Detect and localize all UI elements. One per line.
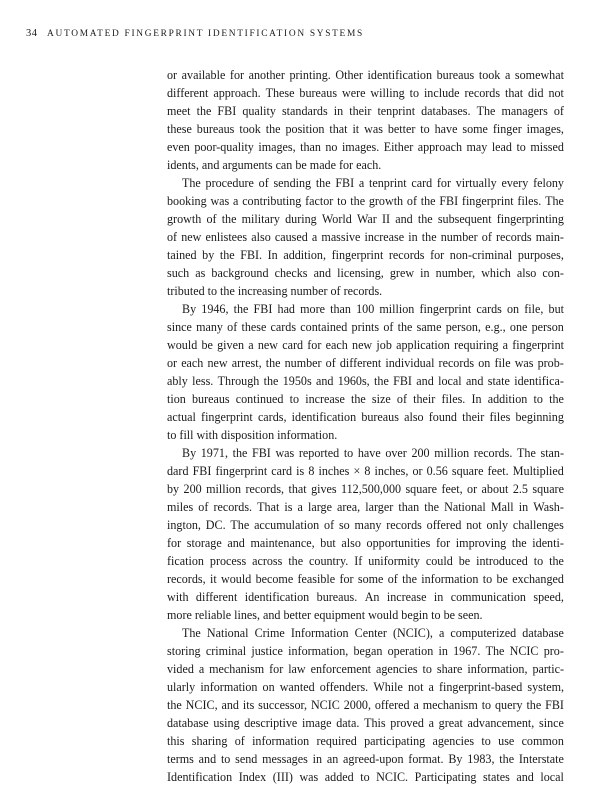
- text-line: dard FBI fingerprint card is 8 inches × 8 inches, or 0.56 square feet. Multiplied: [167, 464, 564, 478]
- text-line: of new enlistees also caused a massive increase in the number of records main-: [167, 230, 564, 244]
- text-line: The National Crime Information Center (NCIC), a computerized database: [182, 626, 564, 640]
- running-title: AUTOMATED FINGERPRINT IDENTIFICATION SYSTEMS: [47, 29, 364, 39]
- text-line: to fill with disposition information.: [167, 428, 338, 442]
- text-line: miles of records. That is a large area, larger than the National Mall in Wash-: [167, 500, 564, 514]
- text-line: fication process across the country. If uniformity could be introduced to the: [167, 554, 564, 568]
- running-head: [26, 28, 364, 39]
- text-line: even poor-quality images, than no images. Either approach may lead to missed: [167, 140, 564, 154]
- text-line: The procedure of sending the FBI a tenprint card for virtually every felony: [182, 176, 564, 190]
- text-line: tained by the FBI. In addition, fingerprint records for non-criminal purposes,: [167, 248, 564, 262]
- text-line: since many of these cards contained prints of the same person, e.g., one person: [167, 320, 564, 334]
- text-line: growth of the military during World War II and the subsequent fingerprinting: [167, 212, 564, 226]
- text-line: vided a mechanism for law enforcement agencies to share information, partic-: [167, 662, 564, 676]
- text-line: such as background checks and licensing, grew in number, which also con-: [167, 266, 564, 280]
- text-line: the NCIC, and its successor, NCIC 2000, offered a mechanism to query the FBI: [167, 698, 564, 712]
- text-line: ably less. Through the 1950s and 1960s, the FBI and local and state identifica-: [167, 374, 564, 388]
- text-line: ularly information on wanted offenders. While not a fingerprint-based system,: [167, 680, 564, 694]
- text-line: By 1971, the FBI was reported to have over 200 million records. The stan-: [182, 446, 564, 460]
- text-line: more reliable lines, and better equipment would begin to be seen.: [167, 608, 483, 622]
- text-line: terms and to send messages in an agreed-upon format. By 1983, the Interstate: [167, 752, 564, 766]
- text-line: storing criminal justice information, began operation in 1967. The NCIC pro-: [167, 644, 564, 658]
- text-line: booking was a contributing factor to the growth of the FBI fingerprint files. The: [167, 194, 564, 208]
- text-line: different approach. These bureaus were willing to include records that did not: [167, 86, 564, 100]
- text-line: by 200 million records, that gives 112,500,000 square feet, or about 2.5 square: [167, 482, 564, 496]
- text-line: database using descriptive image data. This proved a great advancement, since: [167, 716, 564, 730]
- body-text: [167, 66, 564, 786]
- text-line: for storage and maintenance, but also opportunities for improving the identi-: [167, 536, 564, 550]
- text-line: records, it would become feasible for some of the information to be exchanged: [167, 572, 564, 586]
- text-line: or each new arrest, the number of different individual records on file was prob-: [167, 356, 564, 370]
- text-line: Identification Index (III) was added to NCIC. Participating states and local: [167, 770, 564, 784]
- text-line: tion bureaus continued to increase the size of their files. In addition to the: [167, 392, 564, 406]
- text-line: with different identification bureaus. An increase in communication speed,: [167, 590, 564, 604]
- text-line: actual fingerprint cards, identification bureaus also found their files beginning: [167, 410, 564, 424]
- text-line: would be given a new card for each new job application requiring a fingerprint: [167, 338, 564, 352]
- text-line: or available for another printing. Other identification bureaus took a somewhat: [167, 68, 564, 82]
- text-line: these bureaus took the position that it was better to have some finger images,: [167, 122, 564, 136]
- text-line: By 1946, the FBI had more than 100 million fingerprint cards on file, but: [182, 302, 564, 316]
- text-line: idents, and arguments can be made for each.: [167, 158, 382, 172]
- text-line: this sharing of information required participating agencies to use common: [167, 734, 564, 748]
- page-number: 34: [26, 28, 38, 39]
- text-line: tributed to the increasing number of records.: [167, 284, 383, 298]
- text-line: ington, DC. The accumulation of so many records offered not only challenges: [167, 518, 564, 532]
- text-line: meet the FBI quality standards in their tenprint databases. The managers of: [167, 104, 564, 118]
